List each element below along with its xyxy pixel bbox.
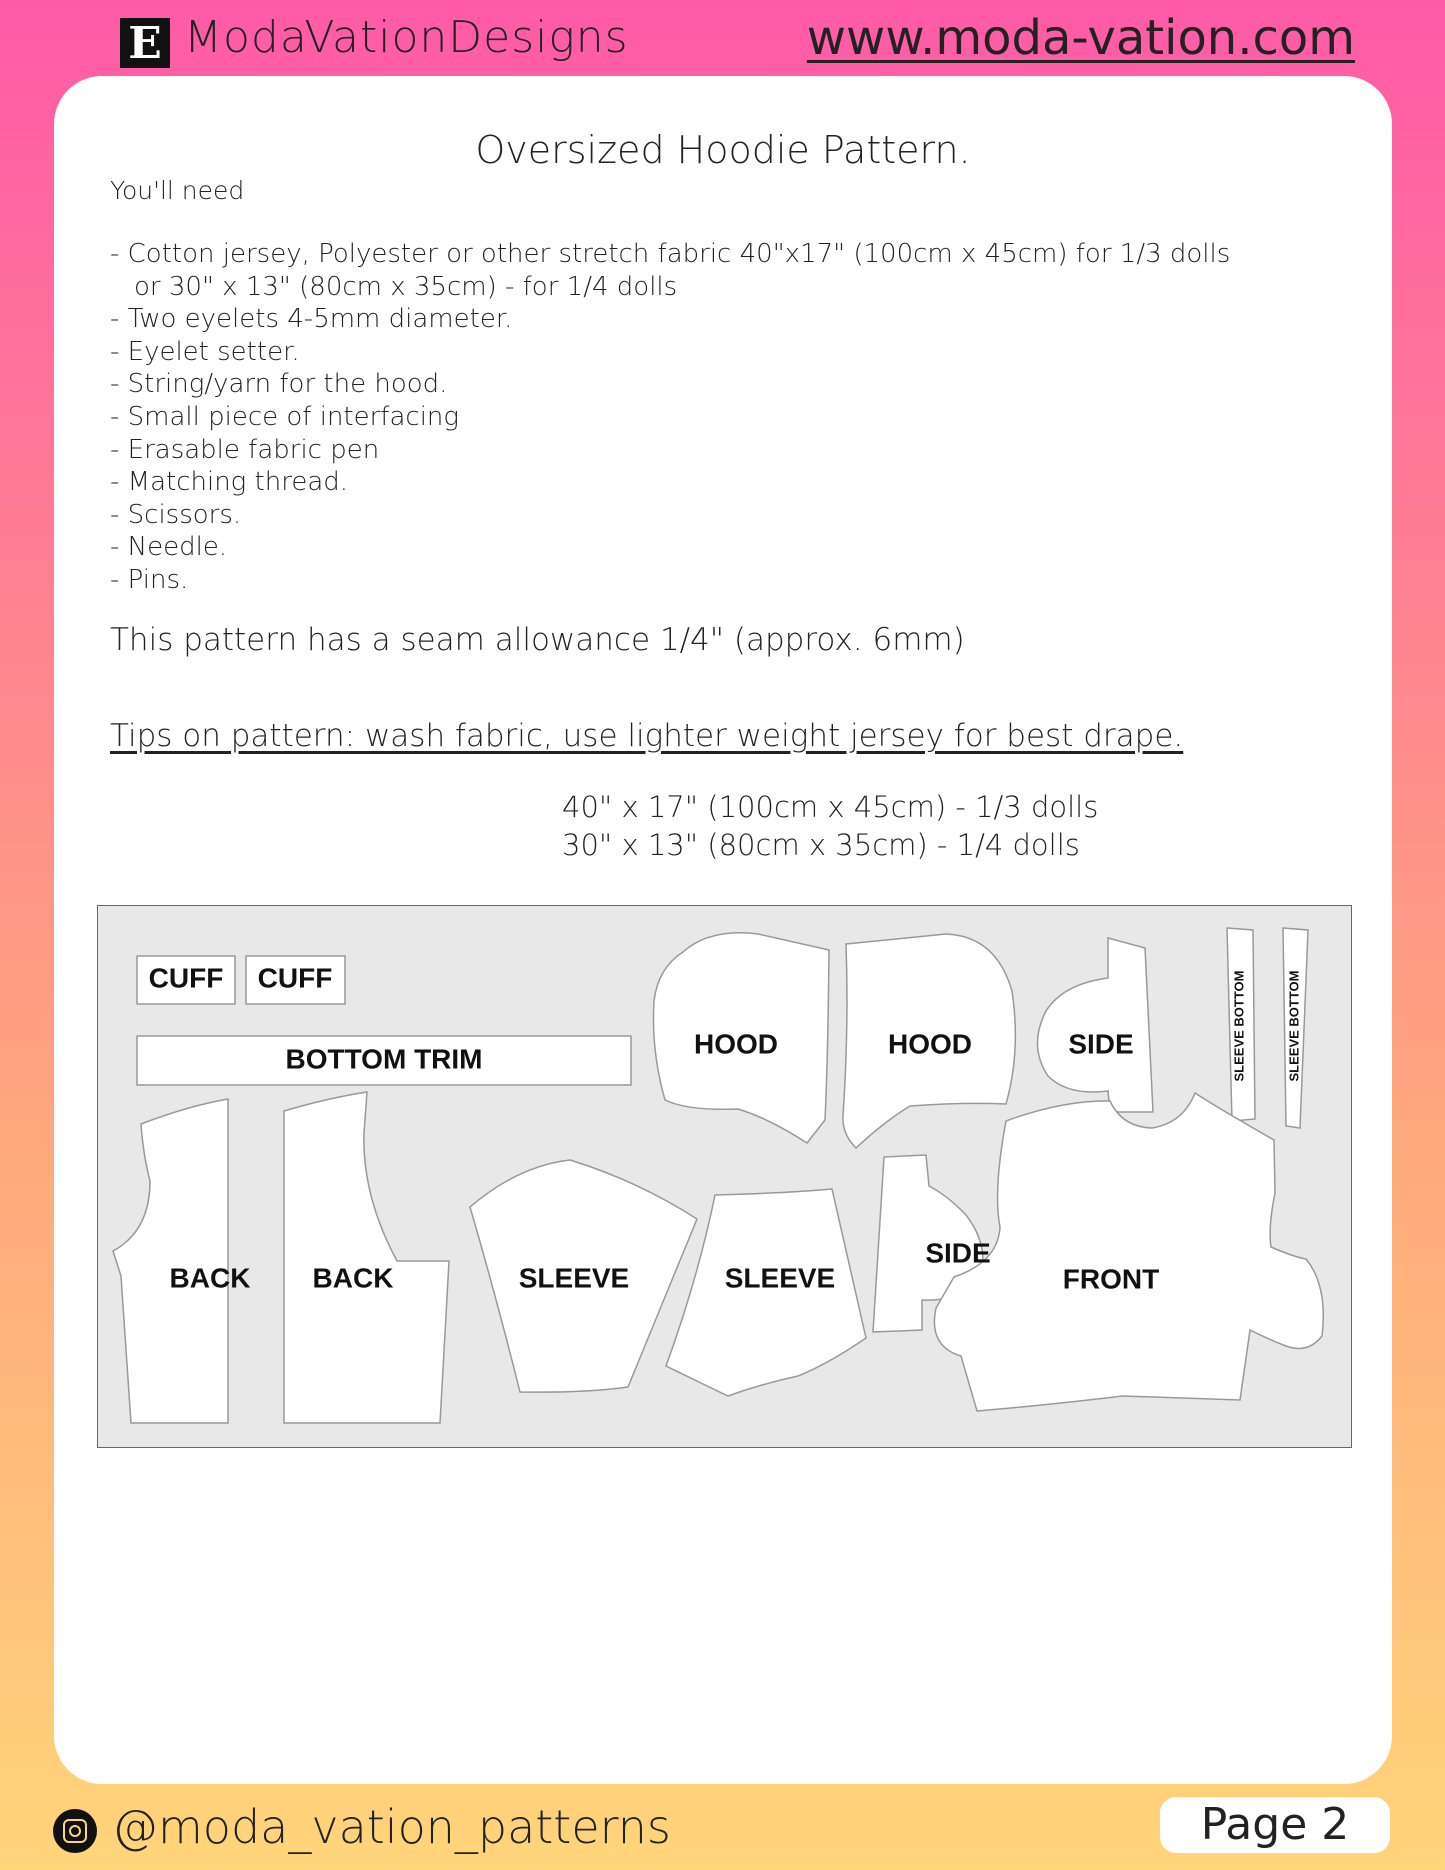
label-sleeve-bottom-2: SLEEVE BOTTOM (1286, 970, 1302, 1082)
page-sheet (54, 76, 1392, 1784)
list-item: - Scissors. (110, 499, 242, 530)
pattern-pieces-diagram (98, 906, 1351, 1447)
label-cuff-1: CUFF (148, 962, 224, 994)
list-item: - String/yarn for the hood. (110, 369, 448, 400)
materials-heading: You'll need (110, 176, 245, 205)
label-front: FRONT (1062, 1263, 1160, 1295)
etsy-logo-icon: E (120, 18, 170, 68)
label-sleeve-2: SLEEVE (724, 1262, 836, 1294)
size-line: 40" x 17" (100cm x 45cm) - 1/3 dolls (562, 790, 1099, 824)
piece-side-1 (1037, 938, 1153, 1112)
label-back-2: BACK (312, 1262, 394, 1294)
list-item: - Needle. (110, 532, 228, 563)
list-item: - Erasable fabric pen (110, 434, 380, 465)
page-number: Page 2 (1160, 1797, 1390, 1853)
seam-allowance-note: This pattern has a seam allowance 1/4" (approx. 6mm) (110, 622, 965, 658)
label-cuff-2: CUFF (257, 962, 333, 994)
piece-back-2 (284, 1092, 449, 1423)
materials-list (110, 238, 1230, 597)
list-item: - Two eyelets 4-5mm diameter. (110, 304, 513, 335)
list-item: - Matching thread. (110, 467, 349, 498)
label-hood-2: HOOD (888, 1028, 972, 1060)
list-item: - Pins. (110, 564, 189, 595)
label-sleeve-bottom-1: SLEEVE BOTTOM (1231, 970, 1247, 1082)
pattern-layout (97, 905, 1352, 1448)
list-item: - Cotton jersey, Polyester or other stretch fabric 40"x17" (100cm x 45cm) for 1/3 dolls (110, 239, 1231, 269)
label-sleeve-1: SLEEVE (518, 1262, 630, 1294)
label-side-2: SIDE (925, 1237, 991, 1269)
label-hood-1: HOOD (694, 1028, 778, 1060)
brand-name: ModaVationDesigns (184, 12, 629, 63)
list-item: - Eyelet setter. (110, 336, 300, 367)
page-title: Oversized Hoodie Pattern. (475, 128, 971, 172)
list-item: or 30" x 13" (80cm x 35cm) - for 1/4 dolls (134, 271, 678, 302)
instagram-handle[interactable]: @moda_vation_patterns (112, 1800, 671, 1854)
list-item: - Small piece of interfacing (110, 401, 459, 432)
instagram-icon (53, 1809, 97, 1853)
tips-note: Tips on pattern: wash fabric, use lighter weight jersey for best drape. (110, 718, 1184, 754)
fabric-sizes (562, 788, 1098, 864)
piece-front (934, 1093, 1323, 1411)
header (0, 0, 1445, 75)
label-bottom-trim: BOTTOM TRIM (285, 1043, 483, 1075)
size-line: 30" x 13" (80cm x 35cm) - 1/4 dolls (562, 828, 1080, 862)
label-back-1: BACK (169, 1262, 251, 1294)
label-side-1: SIDE (1068, 1028, 1134, 1060)
piece-back-1 (113, 1099, 228, 1423)
website-link[interactable]: www.moda-vation.com (806, 10, 1355, 66)
